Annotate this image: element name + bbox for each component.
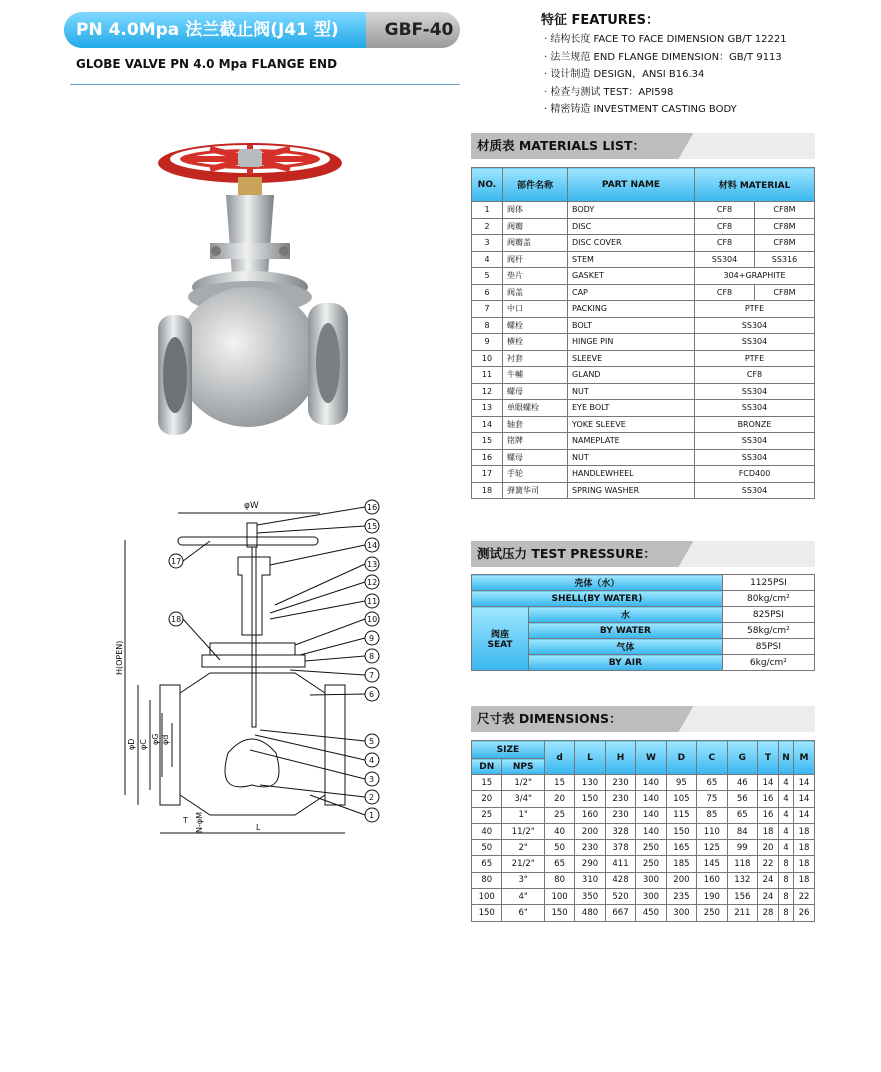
callout-13: 13 — [367, 560, 378, 569]
col-n: N — [778, 741, 793, 775]
table-cell: 190 — [697, 889, 727, 905]
table-cell: 18 — [794, 872, 815, 888]
callout-1: 1 — [369, 811, 375, 820]
table-cell: 450 — [636, 905, 666, 921]
table-cell: 11/2" — [502, 823, 544, 839]
table-cell: 428 — [605, 872, 635, 888]
table-cell: BOLT — [568, 317, 695, 334]
table-cell: SPRING WASHER — [568, 482, 695, 499]
table-cell: CF8M — [755, 218, 815, 235]
col-cn: 部件名称 — [503, 168, 568, 202]
table-row — [472, 889, 815, 905]
col-no: NO. — [472, 168, 503, 202]
table-cell: 手轮 — [503, 466, 568, 483]
feature-item: · 检查与测试 TEST：API598 — [544, 86, 674, 98]
table-cell: 8 — [778, 872, 793, 888]
table-cell: SS304 — [695, 251, 755, 268]
table-row — [472, 872, 815, 888]
table-row — [472, 807, 815, 823]
table-cell: 阀瓣盖 — [503, 235, 568, 252]
table-cell: 156 — [727, 889, 757, 905]
table-row — [472, 235, 815, 252]
table-row — [472, 433, 815, 450]
table-cell: 130 — [575, 775, 605, 791]
table-cell: PTFE — [695, 301, 815, 318]
table-cell: BRONZE — [695, 416, 815, 433]
table-cell: 15 — [472, 433, 503, 450]
table-cell: 横栓 — [503, 334, 568, 351]
table-cell: 100 — [472, 889, 502, 905]
table-cell: 18 — [794, 856, 815, 872]
callout-5: 5 — [369, 737, 375, 746]
table-cell: 250 — [636, 856, 666, 872]
table-cell: 中口 — [503, 301, 568, 318]
table-cell: 50 — [472, 840, 502, 856]
table-cell: 24 — [758, 872, 779, 888]
shell-psi: 1125PSI — [722, 575, 814, 591]
table-row — [472, 383, 815, 400]
table-cell: STEM — [568, 251, 695, 268]
table-cell: 150 — [575, 791, 605, 807]
table-cell: 80 — [472, 872, 502, 888]
table-cell: EYE BOLT — [568, 400, 695, 417]
table-cell: CF8 — [695, 367, 815, 384]
table-row — [472, 251, 815, 268]
feature-item: · 设计制造 DESIGN，ANSI B16.34 — [544, 69, 705, 80]
page-subtitle: GLOBE VALVE PN 4.0 Mpa FLANGE END — [76, 57, 338, 71]
table-cell: 65 — [544, 856, 574, 872]
air-psi: 85PSI — [722, 639, 814, 655]
table-cell: 铭牌 — [503, 433, 568, 450]
table-row — [472, 482, 815, 499]
table-cell: 105 — [666, 791, 696, 807]
table-cell: 145 — [697, 856, 727, 872]
table-cell: 140 — [636, 823, 666, 839]
table-cell: 4" — [502, 889, 544, 905]
feature-item: · 法兰规范 END FLANGE DIMENSION：GB/T 9113 — [544, 51, 782, 63]
table-cell: GLAND — [568, 367, 695, 384]
table-cell: 56 — [727, 791, 757, 807]
table-cell: NUT — [568, 449, 695, 466]
table-cell: SS304 — [695, 449, 815, 466]
table-cell: 4 — [778, 791, 793, 807]
table-cell: 132 — [727, 872, 757, 888]
col-d: d — [544, 741, 574, 775]
table-cell: CF8 — [695, 284, 755, 301]
table-cell: 1 — [472, 202, 503, 219]
table-cell: 3 — [472, 235, 503, 252]
table-cell: 304+GRAPHITE — [695, 268, 815, 285]
shell-kg: 80kg/cm² — [722, 591, 814, 607]
shell-label-en: SHELL(BY WATER) — [472, 591, 723, 607]
col-w: W — [636, 741, 666, 775]
table-cell: DISC — [568, 218, 695, 235]
table-cell: SLEEVE — [568, 350, 695, 367]
table-cell: 4 — [472, 251, 503, 268]
table-cell: SS304 — [695, 400, 815, 417]
table-cell: 螺栓 — [503, 317, 568, 334]
table-cell: 14 — [794, 791, 815, 807]
table-cell: 200 — [575, 823, 605, 839]
table-cell: 165 — [666, 840, 696, 856]
test-pressure-table — [471, 574, 815, 671]
table-cell: 667 — [605, 905, 635, 921]
table-cell: 4 — [778, 807, 793, 823]
table-cell: 15 — [472, 775, 502, 791]
table-cell: CF8M — [755, 284, 815, 301]
table-cell: SS304 — [695, 334, 815, 351]
divider — [70, 84, 460, 85]
table-cell: 65 — [727, 807, 757, 823]
table-cell: 411 — [605, 856, 635, 872]
page-title: PN 4.0Mpa 法兰截止阀(J41 型) — [64, 12, 366, 48]
table-cell: 2 — [472, 218, 503, 235]
table-cell: 18 — [794, 823, 815, 839]
table-cell: 40 — [472, 823, 502, 839]
callout-2: 2 — [369, 793, 375, 802]
col-dd: D — [666, 741, 696, 775]
table-cell: 118 — [727, 856, 757, 872]
handwheel-outline — [178, 537, 318, 545]
table-cell: 4 — [778, 775, 793, 791]
table-row — [472, 268, 815, 285]
table-cell: 150 — [666, 823, 696, 839]
callout-17: 17 — [171, 557, 182, 566]
table-cell: CF8 — [695, 235, 755, 252]
table-cell: 65 — [472, 856, 502, 872]
table-cell: 20 — [758, 840, 779, 856]
table-cell: 290 — [575, 856, 605, 872]
table-cell: 95 — [666, 775, 696, 791]
table-cell: 11 — [472, 367, 503, 384]
table-cell: 150 — [544, 905, 574, 921]
table-cell: 100 — [544, 889, 574, 905]
table-row — [472, 905, 815, 921]
seat-label: 阀座 SEAT — [472, 607, 529, 671]
table-row — [472, 856, 815, 872]
table-row — [472, 350, 815, 367]
table-cell: 25 — [544, 807, 574, 823]
table-cell: NAMEPLATE — [568, 433, 695, 450]
table-cell: 10 — [472, 350, 503, 367]
dim-label-dd: φd — [161, 734, 170, 745]
table-cell: 25 — [472, 807, 502, 823]
table-cell: FCD400 — [695, 466, 815, 483]
table-cell: 14 — [794, 807, 815, 823]
table-row — [472, 334, 815, 351]
water-label: 水 — [529, 607, 723, 623]
table-cell: SS304 — [695, 383, 815, 400]
table-cell: CAP — [568, 284, 695, 301]
table-cell: 6" — [502, 905, 544, 921]
table-cell: 垫片 — [503, 268, 568, 285]
table-cell: 140 — [636, 807, 666, 823]
table-cell: CF8M — [755, 235, 815, 252]
callout-16: 16 — [367, 503, 378, 512]
table-cell: 18 — [758, 823, 779, 839]
dim-label-g: φG — [151, 733, 160, 745]
table-cell: 3" — [502, 872, 544, 888]
table-cell: 480 — [575, 905, 605, 921]
callout-8: 8 — [369, 652, 375, 661]
table-cell: SS304 — [695, 317, 815, 334]
table-cell: 衬套 — [503, 350, 568, 367]
col-nps: NPS — [502, 759, 544, 775]
table-cell: 185 — [666, 856, 696, 872]
features-list — [544, 30, 787, 118]
table-cell: 14 — [794, 775, 815, 791]
callout-9: 9 — [369, 634, 375, 643]
col-dn: DN — [472, 759, 502, 775]
table-cell: 2" — [502, 840, 544, 856]
table-cell: 350 — [575, 889, 605, 905]
table-cell: 300 — [636, 889, 666, 905]
table-cell: NUT — [568, 383, 695, 400]
table-cell: 160 — [697, 872, 727, 888]
table-cell: 75 — [697, 791, 727, 807]
table-cell: 520 — [605, 889, 635, 905]
table-cell: 84 — [727, 823, 757, 839]
table-cell: 5 — [472, 268, 503, 285]
water-kg: 58kg/cm² — [722, 623, 814, 639]
table-cell: 14 — [758, 775, 779, 791]
dim-label-h: H(OPEN) — [115, 640, 124, 675]
table-cell: 328 — [605, 823, 635, 839]
table-cell: SS304 — [695, 482, 815, 499]
table-cell: PTFE — [695, 350, 815, 367]
table-row — [472, 218, 815, 235]
callout-14: 14 — [367, 541, 378, 550]
table-cell: 17 — [472, 466, 503, 483]
table-cell: 15 — [544, 775, 574, 791]
table-cell: 50 — [544, 840, 574, 856]
col-c: C — [697, 741, 727, 775]
feature-item: · 结构长度 FACE TO FACE DIMENSION GB/T 12221 — [544, 34, 787, 45]
water-psi: 825PSI — [722, 607, 814, 623]
table-cell: 230 — [575, 840, 605, 856]
table-cell: 211 — [727, 905, 757, 921]
table-cell: 16 — [758, 791, 779, 807]
table-cell: 115 — [666, 807, 696, 823]
table-cell: 20 — [472, 791, 502, 807]
dim-label-l: L — [256, 823, 261, 832]
table-cell: 16 — [758, 807, 779, 823]
table-cell: 螺母 — [503, 383, 568, 400]
table-cell: 8 — [778, 889, 793, 905]
table-cell: 24 — [758, 889, 779, 905]
table-cell: 40 — [544, 823, 574, 839]
table-cell: 7 — [472, 301, 503, 318]
table-cell: 1/2" — [502, 775, 544, 791]
table-cell: 140 — [636, 775, 666, 791]
features-title: 特征 FEATURES： — [541, 13, 660, 28]
table-cell: 310 — [575, 872, 605, 888]
callout-4: 4 — [369, 756, 375, 765]
table-cell: 9 — [472, 334, 503, 351]
feature-item: · 精密铸造 INVESTMENT CASTING BODY — [544, 104, 737, 115]
col-h: H — [605, 741, 635, 775]
table-cell: 230 — [605, 807, 635, 823]
table-cell: 8 — [778, 905, 793, 921]
table-row — [472, 791, 815, 807]
table-cell: 160 — [575, 807, 605, 823]
table-cell: 轴套 — [503, 416, 568, 433]
callout-3: 3 — [369, 775, 375, 784]
col-material: 材料 MATERIAL — [695, 168, 815, 202]
table-cell: 14 — [472, 416, 503, 433]
table-cell: 300 — [666, 905, 696, 921]
table-row — [472, 400, 815, 417]
table-cell: 阀瓣 — [503, 218, 568, 235]
table-cell: YOKE SLEEVE — [568, 416, 695, 433]
table-cell: 4 — [778, 840, 793, 856]
technical-drawing — [110, 495, 400, 840]
dim-label-t: T — [183, 816, 188, 825]
valve-photo — [150, 135, 360, 445]
table-cell: CF8M — [755, 202, 815, 219]
table-cell: 螺母 — [503, 449, 568, 466]
table-cell: 18 — [794, 840, 815, 856]
air-label-en: BY AIR — [529, 655, 723, 671]
col-g: G — [727, 741, 757, 775]
table-cell: 弹簧华司 — [503, 482, 568, 499]
table-cell: 250 — [636, 840, 666, 856]
dimensions-table — [471, 740, 815, 922]
table-cell: 单眼螺栓 — [503, 400, 568, 417]
callout-6: 6 — [369, 690, 375, 699]
table-cell: 13 — [472, 400, 503, 417]
col-size: SIZE — [472, 741, 545, 759]
callout-15: 15 — [367, 522, 378, 531]
table-cell: HINGE PIN — [568, 334, 695, 351]
table-cell: 16 — [472, 449, 503, 466]
table-cell: 230 — [605, 775, 635, 791]
table-row — [472, 775, 815, 791]
table-cell: 46 — [727, 775, 757, 791]
dim-label-d: φD — [127, 738, 136, 750]
callout-7: 7 — [369, 671, 375, 680]
table-row — [472, 367, 815, 384]
table-cell: 18 — [472, 482, 503, 499]
table-row — [472, 466, 815, 483]
table-cell: 12 — [472, 383, 503, 400]
table-row — [472, 823, 815, 839]
shell-label: 壳体（水） — [472, 575, 723, 591]
model-code: GBF-40 — [384, 20, 454, 40]
table-cell: SS304 — [695, 433, 815, 450]
table-cell: 140 — [636, 791, 666, 807]
col-part: PART NAME — [568, 168, 695, 202]
table-cell: 牛輔 — [503, 367, 568, 384]
table-row — [472, 301, 815, 318]
callout-12: 12 — [367, 578, 378, 587]
table-cell: 22 — [794, 889, 815, 905]
table-cell: 200 — [666, 872, 696, 888]
table-row — [472, 840, 815, 856]
materials-table — [471, 167, 815, 499]
test-pressure-header: 测试压力 TEST PRESSURE： — [471, 541, 815, 567]
callout-18: 18 — [171, 615, 182, 624]
table-cell: 1" — [502, 807, 544, 823]
materials-header: 材质表 MATERIALS LIST： — [471, 133, 815, 159]
table-cell: 235 — [666, 889, 696, 905]
callout-10: 10 — [367, 615, 378, 624]
table-cell: 3/4" — [502, 791, 544, 807]
col-m: M — [794, 741, 815, 775]
dim-label-w: φW — [244, 501, 259, 511]
table-cell: 230 — [605, 791, 635, 807]
table-cell: 378 — [605, 840, 635, 856]
table-cell: 8 — [778, 856, 793, 872]
table-cell: 8 — [472, 317, 503, 334]
table-row — [472, 449, 815, 466]
table-cell: HANDLEWHEEL — [568, 466, 695, 483]
table-row — [472, 202, 815, 219]
table-cell: CF8 — [695, 202, 755, 219]
table-cell: 4 — [778, 823, 793, 839]
table-cell: 阀盖 — [503, 284, 568, 301]
table-cell: 85 — [697, 807, 727, 823]
table-cell: PACKING — [568, 301, 695, 318]
table-cell: 150 — [472, 905, 502, 921]
table-cell: 28 — [758, 905, 779, 921]
table-cell: 6 — [472, 284, 503, 301]
table-cell: 21/2" — [502, 856, 544, 872]
table-cell: SS316 — [755, 251, 815, 268]
table-cell: 阀体 — [503, 202, 568, 219]
table-row — [472, 317, 815, 334]
table-cell: 110 — [697, 823, 727, 839]
table-cell: 20 — [544, 791, 574, 807]
dim-label-nm: N-φM — [195, 811, 204, 833]
table-cell: 65 — [697, 775, 727, 791]
table-cell: 99 — [727, 840, 757, 856]
table-cell: DISC COVER — [568, 235, 695, 252]
table-cell: GASKET — [568, 268, 695, 285]
table-cell: 80 — [544, 872, 574, 888]
table-cell: 300 — [636, 872, 666, 888]
col-t: T — [758, 741, 779, 775]
col-l: L — [575, 741, 605, 775]
table-cell: 26 — [794, 905, 815, 921]
air-kg: 6kg/cm² — [722, 655, 814, 671]
dimensions-header: 尺寸表 DIMENSIONS： — [471, 706, 815, 732]
callout-11: 11 — [367, 597, 378, 606]
table-cell: BODY — [568, 202, 695, 219]
air-label: 气体 — [529, 639, 723, 655]
table-cell: 阀杆 — [503, 251, 568, 268]
table-cell: 250 — [697, 905, 727, 921]
table-row — [472, 284, 815, 301]
water-label-en: BY WATER — [529, 623, 723, 639]
table-cell: 125 — [697, 840, 727, 856]
table-row — [472, 416, 815, 433]
dim-label-c: φC — [139, 739, 148, 750]
table-cell: 22 — [758, 856, 779, 872]
table-cell: CF8 — [695, 218, 755, 235]
